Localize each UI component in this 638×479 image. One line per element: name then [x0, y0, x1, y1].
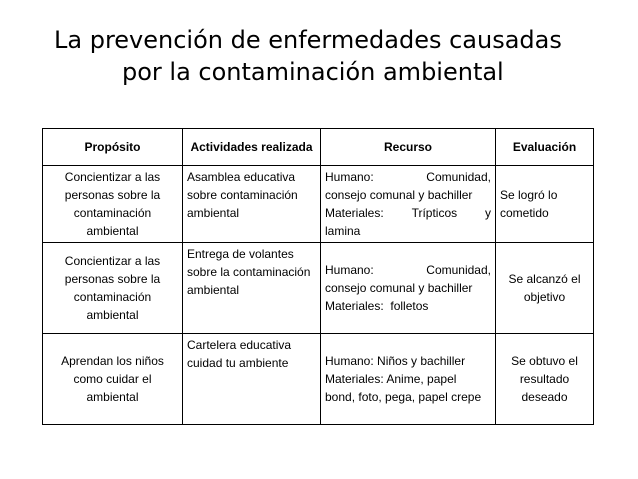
- cell-line: resultado: [519, 372, 570, 386]
- cell-proposito: [43, 334, 183, 425]
- cell-line: Humano: Niños y bachiller: [325, 354, 466, 368]
- cell-line: personas sobre la: [64, 272, 161, 286]
- cell-line: contaminación: [73, 206, 152, 220]
- cell-line: Asamblea educativa: [187, 170, 296, 184]
- cell-actividades: [183, 334, 321, 425]
- cell-line: Cartelera educativa: [187, 338, 292, 352]
- cell-line: sobre contaminación: [187, 188, 298, 202]
- word: Comunidad,: [426, 170, 491, 184]
- table-row: [43, 166, 594, 243]
- header-actividades: Actividades realizada: [183, 129, 321, 166]
- word: y: [485, 206, 491, 220]
- cell-line: deseado: [521, 390, 568, 404]
- cell-line: objetivo: [523, 290, 566, 304]
- cell-line: [325, 204, 491, 222]
- cell-line: Se obtuvo el: [511, 354, 578, 368]
- header-recurso: Recurso: [321, 129, 496, 166]
- cell-evaluacion: [496, 334, 594, 425]
- cell-line: cometido: [500, 206, 549, 220]
- cell-line: Entrega de volantes: [187, 247, 294, 261]
- cell-line: Materiales: Anime, papel: [325, 372, 457, 386]
- table-row: [43, 243, 594, 334]
- cell-line: contaminación: [73, 290, 152, 304]
- header-proposito: Propósito: [43, 129, 183, 166]
- cell-line: ambiental: [187, 206, 240, 220]
- word: Trípticos: [411, 206, 458, 220]
- cell-recurso: [321, 166, 496, 243]
- cell-recurso: [321, 334, 496, 425]
- activities-table: [42, 128, 594, 425]
- cell-line: Materiales: folletos: [325, 299, 429, 313]
- cell-proposito: [43, 166, 183, 243]
- cell-line: ambiental: [86, 308, 139, 322]
- cell-line: como cuidar el: [73, 372, 152, 386]
- cell-line: Se alcanzó el: [508, 272, 581, 286]
- slide-title: [40, 24, 600, 88]
- table-header-row: [43, 129, 594, 166]
- cell-line: personas sobre la: [64, 188, 161, 202]
- cell-line: consejo comunal y bachiller: [325, 281, 473, 295]
- cell-line: Se logró lo: [500, 188, 558, 202]
- cell-line: [325, 261, 491, 279]
- cell-line: ambiental: [187, 283, 240, 297]
- cell-actividades: [183, 166, 321, 243]
- cell-line: Concientizar a las: [64, 170, 161, 184]
- cell-line: Concientizar a las: [64, 254, 161, 268]
- word: Humano:: [325, 263, 374, 277]
- word: Materiales:: [325, 206, 384, 220]
- cell-line: sobre la contaminación: [187, 265, 311, 279]
- title-line-1: La prevención de enfermedades causadas: [54, 26, 562, 54]
- cell-evaluacion: [496, 243, 594, 334]
- cell-recurso: [321, 243, 496, 334]
- cell-actividades: [183, 243, 321, 334]
- table-row: [43, 334, 594, 425]
- cell-line: consejo comunal y bachiller: [325, 188, 473, 202]
- cell-line: Aprendan los niños: [61, 354, 164, 368]
- cell-proposito: [43, 243, 183, 334]
- cell-line: [325, 168, 491, 186]
- cell-evaluacion: [496, 166, 594, 243]
- cell-line: ambiental: [86, 224, 139, 238]
- title-line-2: por la contaminación ambiental: [122, 58, 504, 86]
- word: Humano:: [325, 170, 374, 184]
- cell-line: cuidad tu ambiente: [187, 356, 289, 370]
- header-evaluacion: Evaluación: [496, 129, 594, 166]
- word: Comunidad,: [426, 263, 491, 277]
- cell-line: bond, foto, pega, papel crepe: [325, 390, 482, 404]
- cell-line: lamina: [325, 224, 361, 238]
- cell-line: ambiental: [86, 390, 139, 404]
